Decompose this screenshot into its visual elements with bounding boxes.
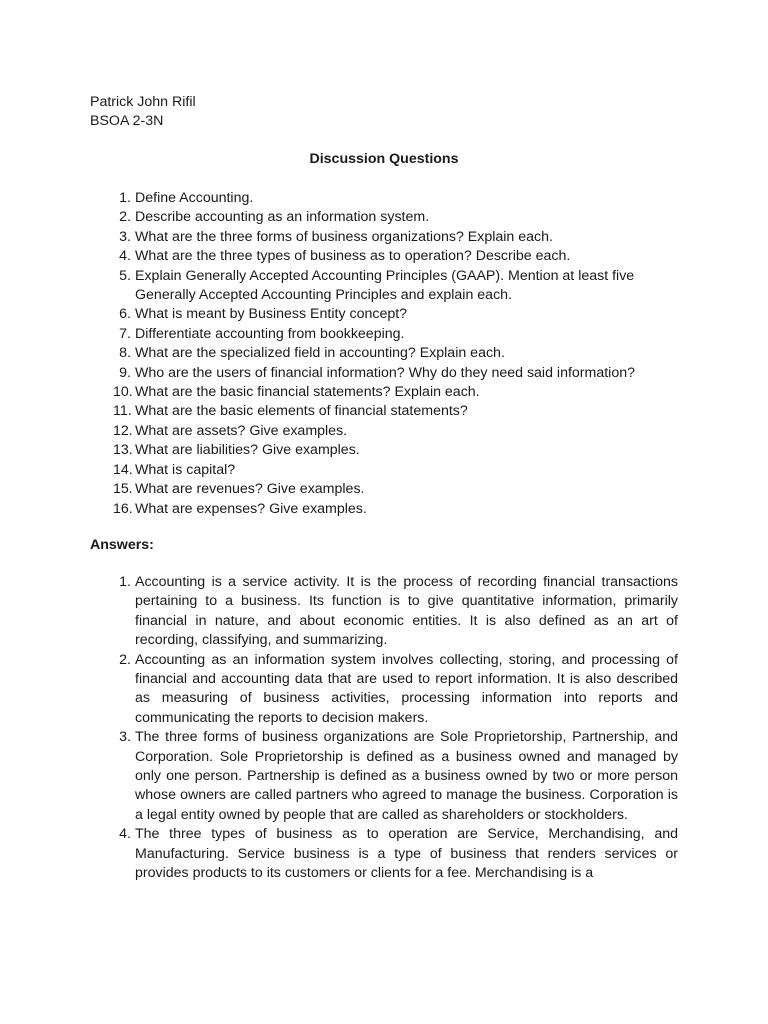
question-item <box>90 364 678 383</box>
answer-item <box>90 825 678 883</box>
question-item <box>90 441 678 460</box>
question-item <box>90 325 678 344</box>
answer-text: The three types of business as to operation are Service, Merchandising, and Manufacturing. Service business is a type of business that renders services or provides products to its customers or clients for a fee. Merchandising is a <box>135 826 678 882</box>
page-title: Discussion Questions <box>309 151 459 167</box>
question-item <box>90 480 678 499</box>
answer-number: 3. <box>119 729 131 746</box>
question-item <box>90 344 678 363</box>
question-number: 8. <box>119 345 131 362</box>
answer-number: 1. <box>119 574 131 590</box>
answers-list <box>90 573 678 884</box>
answer-text: The three forms of business organizations are Sole Proprietorship, Partnership, and Corporation. Sole Proprietorship is defined as a business owned and managed by only one person. Partnership is defined as a business owned by two or more person whose owners are called partners who agreed to manage the business. Corporation is a legal entity owned by people that are called as shareholders or stockholders. <box>135 729 678 823</box>
question-number: 13. <box>113 442 133 459</box>
question-item <box>90 461 678 480</box>
question-number: 3. <box>119 228 131 245</box>
question-text: What are the basic elements of financial statements? <box>135 403 468 420</box>
question-number: 12. <box>113 422 133 439</box>
question-text: What is capital? <box>135 461 236 478</box>
question-number: 10. <box>113 384 133 401</box>
question-number: 15. <box>113 481 133 498</box>
question-text: What are revenues? Give examples. <box>135 481 365 498</box>
question-item <box>90 228 678 247</box>
question-text: What are the specialized field in accounting? Explain each. <box>135 345 505 362</box>
question-text: What are the three forms of business organizations? Explain each. <box>135 228 553 245</box>
answer-item <box>90 573 678 651</box>
question-item <box>90 208 678 227</box>
question-text: What are the basic financial statements? Explain each. <box>135 384 480 401</box>
question-text: What is meant by Business Entity concept? <box>135 306 408 323</box>
question-item <box>90 383 678 402</box>
question-number: 2. <box>119 209 131 226</box>
question-text: What are expenses? Give examples. <box>135 500 367 517</box>
answers-heading: Answers: <box>90 537 154 553</box>
question-text: Define Accounting. <box>135 190 254 206</box>
question-text: What are assets? Give examples. <box>135 422 348 439</box>
question-item <box>90 189 678 208</box>
answer-item <box>90 651 678 729</box>
question-text: Differentiate accounting from bookkeeping. <box>135 325 405 342</box>
question-text: Who are the users of financial information? Why do they need said information? <box>135 364 635 381</box>
author-block <box>90 93 196 132</box>
question-text: Explain Generally Accepted Accounting Principles (GAAP). Mention at least five Generally Accepted Accounting Principles and explain each. <box>135 267 635 304</box>
question-number: 5. <box>119 267 131 284</box>
question-item <box>90 422 678 441</box>
author-name: Patrick John Rifil <box>90 94 196 110</box>
answer-number: 4. <box>119 826 131 843</box>
questions-list <box>90 189 678 519</box>
answer-text: Accounting as an information system involves collecting, storing, and processing of financial and accounting data that are used to report information. It is also described as measuring of business activities, processing information into reports and communicating the reports to decision makers. <box>135 651 678 726</box>
question-text: What are the three types of business as to operation? Describe each. <box>135 248 571 265</box>
question-item <box>90 305 678 324</box>
question-item <box>90 247 678 266</box>
question-number: 1. <box>119 190 131 206</box>
question-number: 4. <box>119 248 131 265</box>
author-section: BSOA 2-3N <box>90 113 164 130</box>
question-text: What are liabilities? Give examples. <box>135 442 360 459</box>
answer-text: Accounting is a service activity. It is the process of recording financial transactions pertaining to a business. Its function is to give quantitative information, primarily financial in nature, and about economic entities. It is also defined as an art of recording, classifying, and summarizing. <box>135 574 678 649</box>
question-item <box>90 402 678 421</box>
question-item <box>90 500 678 519</box>
question-number: 11. <box>113 403 132 420</box>
question-text: Describe accounting as an information system. <box>135 209 430 226</box>
answer-item <box>90 728 678 825</box>
question-number: 16. <box>113 500 133 517</box>
question-number: 6. <box>119 306 131 323</box>
question-number: 9. <box>119 364 131 381</box>
question-number: 14. <box>113 461 133 478</box>
question-number: 7. <box>119 325 131 342</box>
question-item <box>90 267 678 306</box>
answer-number: 2. <box>119 651 131 668</box>
